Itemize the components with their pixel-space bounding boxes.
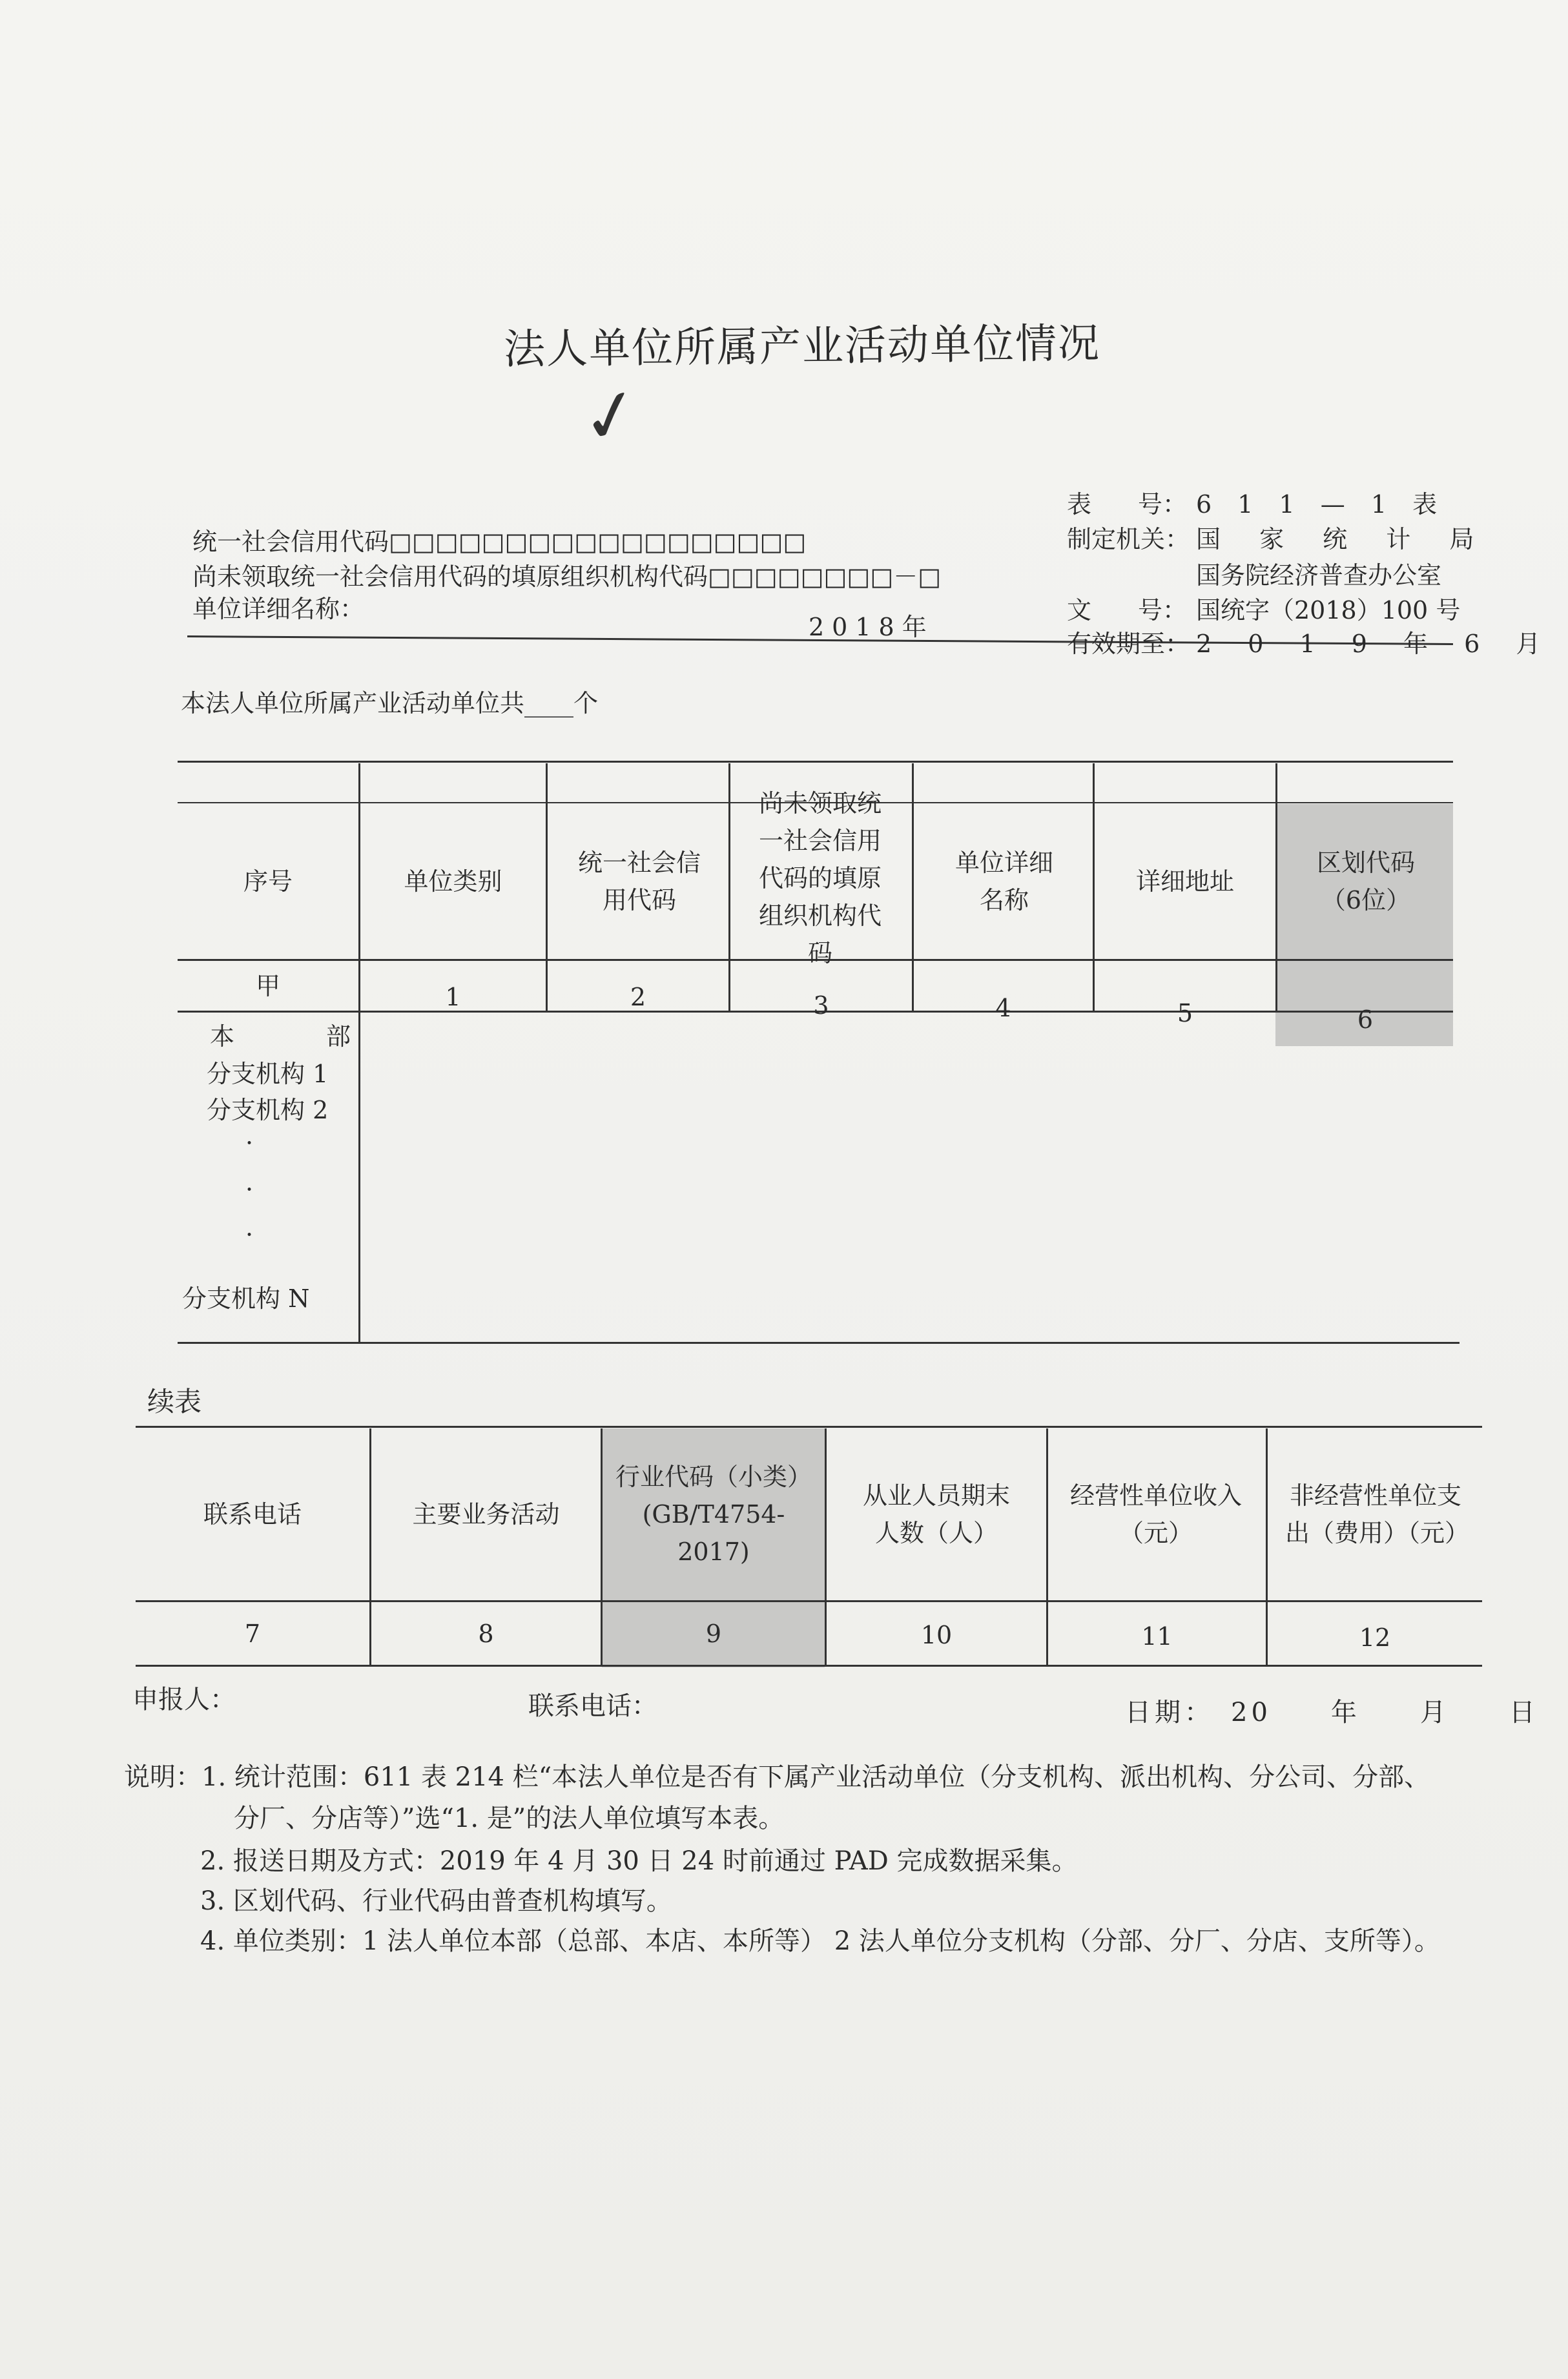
footer-date: 日期： 20 年 月 日 (1125, 1698, 1539, 1727)
t2-num-10: 10 (920, 1621, 953, 1649)
t1-top-border (178, 761, 1453, 763)
valid-label: 有效期至： (1067, 630, 1190, 658)
t2-header-bottom (136, 1600, 1482, 1602)
row-branch-1: 分支机构 1 (207, 1060, 329, 1088)
t2-bottom-border (136, 1665, 1482, 1667)
handwritten-checkmark: ✓ (573, 369, 649, 463)
note-4: 4. 单位类别：1 法人单位本部（总部、本店、本所等） 2 法人单位分支机构（分部、分厂、分店、支所等）。 (200, 1926, 1440, 1956)
issuer-value-1: 国 家 统 计 局 (1196, 525, 1490, 553)
doc-no-label2: 号： (1138, 596, 1188, 624)
t1-num-seq: 甲 (255, 971, 280, 1000)
t2-num-7: 7 (244, 1620, 261, 1648)
org-code-line: 尚未领取统一社会信用代码的填原组织机构代码□□□□□□□□－□ (192, 562, 942, 591)
t1-bottom-border (178, 1342, 1460, 1344)
t1-header-org-code: 尚未领取统一社会信用代码的填原组织机构代码 (758, 789, 882, 967)
row-ellipsis-3: · (245, 1220, 254, 1249)
t1-col-line-4 (912, 763, 914, 1011)
valid-value: 2 0 1 9 年 6 月 (1196, 630, 1555, 658)
t2-num-12: 12 (1359, 1623, 1391, 1652)
row-branch-n: 分支机构 N (182, 1284, 310, 1313)
t2-num-11: 11 (1141, 1622, 1173, 1651)
doc-no-label: 文 (1067, 596, 1092, 624)
t1-num-1: 1 (445, 982, 461, 1011)
footer-phone-label: 联系电话： (528, 1691, 657, 1721)
row-ellipsis-2: · (245, 1175, 254, 1204)
t1-col-line-3 (728, 763, 730, 1011)
t1-header-credit-code: 统一社会信用代码 (577, 849, 701, 914)
form-title: 法人单位所属产业活动单位情况 (503, 320, 1101, 374)
t1-num-2: 2 (630, 982, 646, 1011)
note-2: 2. 报送日期及方式：2019 年 4 月 30 日 24 时前通过 PAD 完成数据采集。 (200, 1846, 1078, 1876)
note-1a: 说明：1. 统计范围：611 表 214 栏“本法人单位是否有下属产业活动单位（分支机构、派出机构、分公司、分部、 (124, 1762, 1430, 1792)
row-branch-2: 分支机构 2 (207, 1096, 329, 1124)
t1-header-seq: 序号 (243, 867, 293, 896)
unit-name-line: 单位详细名称： (192, 595, 365, 623)
t2-num-9: 9 (705, 1620, 722, 1648)
t2-header-employees: 从业人员期末人数（人） (862, 1481, 1010, 1547)
t2-header-expenditure: 非经营性单位支出（费用）（元） (1285, 1481, 1470, 1547)
t2-num-8: 8 (478, 1620, 494, 1648)
note-3: 3. 区划代码、行业代码由普查机构填写。 (200, 1886, 672, 1916)
t2-top-border (136, 1426, 1482, 1428)
t1-num-3: 3 (813, 991, 829, 1020)
t1-header-unit-name: 单位详细名称 (954, 849, 1053, 914)
credit-code-line: 统一社会信用代码□□□□□□□□□□□□□□□□□□ (192, 528, 807, 556)
issuer-label: 制定机关： (1067, 525, 1190, 553)
t1-header-region-code: 区划代码（6位） (1316, 849, 1415, 914)
note-1b: 分厂、分店等）”选“1. 是”的法人单位填写本表。 (234, 1804, 785, 1833)
year-label: 2018年 (809, 613, 934, 641)
t2-header-industry-code: 行业代码（小类）(GB/T4754-2017) (615, 1463, 812, 1566)
t1-header-address: 详细地址 (1135, 867, 1234, 896)
form-no-label: 表 (1067, 490, 1092, 519)
unit-count-line: 本法人单位所属产业活动单位共____个 (181, 689, 599, 717)
doc-no-value: 国统字（2018）100 号 (1196, 596, 1461, 624)
t1-header-category: 单位类别 (404, 867, 502, 896)
t1-num-5: 5 (1177, 998, 1193, 1027)
t1-num-4: 4 (995, 993, 1011, 1022)
form-no-value: 6 1 1 — 1 表 (1196, 490, 1447, 519)
reporter-label: 申报人： (132, 1685, 236, 1715)
t2-header-main-activity: 主要业务活动 (412, 1500, 560, 1529)
continued-label: 续表 (147, 1386, 202, 1417)
form-no-label2: 号： (1138, 490, 1188, 519)
t1-col-line-6 (1275, 763, 1277, 1011)
t2-header-revenue: 经营性单位收入（元） (1069, 1481, 1242, 1547)
issuer-value-2: 国务院经济普查办公室 (1196, 561, 1442, 590)
row-ellipsis-1: · (245, 1129, 254, 1157)
t2-header-phone: 联系电话 (203, 1500, 302, 1529)
row-headquarters: 本 部 (210, 1022, 366, 1051)
t1-num-6: 6 (1357, 1005, 1374, 1034)
